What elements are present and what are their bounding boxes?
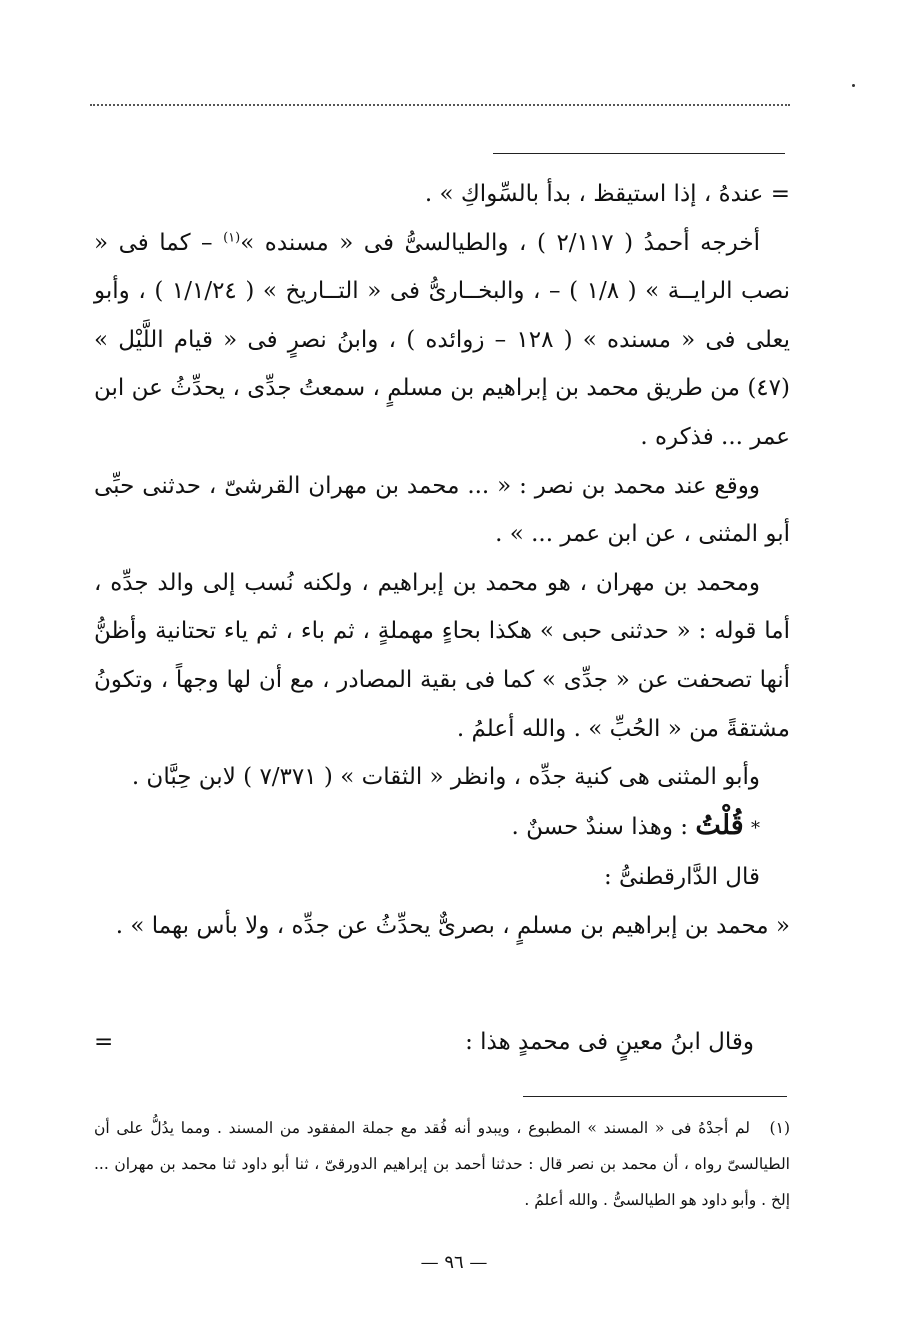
- paragraph-ibn-nasr: ووقع عند محمد بن نصر : « ... محمد بن مهران القرشىّ ، حدثنى حبِّى أبو المثنى ، عن ابن عمر ... » .: [94, 472, 790, 548]
- continuation-line: = عندهُ ، إذا استيقظ ، بدأ بالسِّواكِ » .: [424, 181, 790, 207]
- stray-mark: [852, 84, 855, 87]
- last-line-row: [94, 1025, 790, 1059]
- page-number: — ٩٦ —: [420, 1252, 488, 1273]
- dotted-header-line: [90, 104, 790, 106]
- continuation-mark: =: [94, 1029, 114, 1055]
- footnote-rule: [523, 1096, 787, 1097]
- footnote-number: (١): [769, 1119, 790, 1137]
- quote-daraqutni: « محمد بن إبراهيم بن مسلمٍ ، بصرىٌّ يحدِّثُ عن جدِّه ، ولا بأس بهما » .: [115, 912, 790, 939]
- footnote-reference: (١): [223, 229, 241, 245]
- paragraph-ibn-mihran: ومحمد بن مهران ، هو محمد بن إبراهيم ، ولكنه نُسب إلى والد جدِّه ، أما قوله : « حدثنى حبى » هكذا بحاءٍ مهملةٍ ، ثم باء ، ثم ياء تحتانية وأظنُّ أنها تصحفت عن « جدِّى » كما فى بقية المصادر ، مع أن لها وجهاً ، وتكونُ مشتقةً من « الحُبِّ » . والله أعلمُ .: [94, 569, 790, 742]
- footnote-text: لم أجدْهُ فى « المسند » المطبوع ، ويبدو أنه فُقد مع جملة المفقود من المسند . ومما يدُلُّ على أن الطيالسىّ رواه ، أن محمد بن نصر قال : حدثنا أحمد بن إبراهيم الدورقىّ ، ثنا أبو داود ثنا محمد بن مهران ... إلخ . وأبو داود هو الطيالسىُّ . والله أعلمُ .: [94, 1119, 790, 1209]
- paragraph-daraqutni: قال الدَّارقطنىُّ :: [603, 864, 760, 891]
- qultu-word: قُلْتُ: [695, 809, 744, 841]
- paragraph-takhrij-rest: – كما فى « نصب الرايــة » ( ١/٨ ) – ، والبخــارىُّ فى « التــاريخ » ( ١/١/٢٤ ) ، وأبو يعلى فى « مسنده » ( ١٢٨ – زوائده ) ، وابنُ نصرٍ فى « قيام اللَّيْل » (٤٧) من طريق محمد بن إبراهيم بن مسلمٍ ، سمعتُ جدِّى ، يحدِّثُ عن ابن عمر ... فذكره .: [94, 229, 790, 450]
- paragraph-qultu: [94, 802, 790, 854]
- continuation-rule: [493, 153, 785, 154]
- paragraph-abu-muthanna: وأبو المثنى هى كنية جدِّه ، وانظر « الثقات » ( ٧/٣٧١ ) لابن حِبَّان .: [131, 764, 760, 791]
- qultu-text: : وهذا سندٌ حسنٌ .: [511, 813, 696, 840]
- paragraph-takhrij-start: أخرجه أحمدُ ( ٢/١١٧ ) ، والطيالسىُّ فى « مسنده »: [240, 229, 760, 256]
- main-text: [94, 170, 790, 951]
- footnotes: [94, 1110, 790, 1218]
- paragraph-ibn-maeen: وقال ابنُ معينٍ فى محمدٍ هذا :: [465, 1029, 754, 1055]
- paragraph-takhrij: [94, 219, 790, 462]
- star-marker: *: [751, 817, 760, 839]
